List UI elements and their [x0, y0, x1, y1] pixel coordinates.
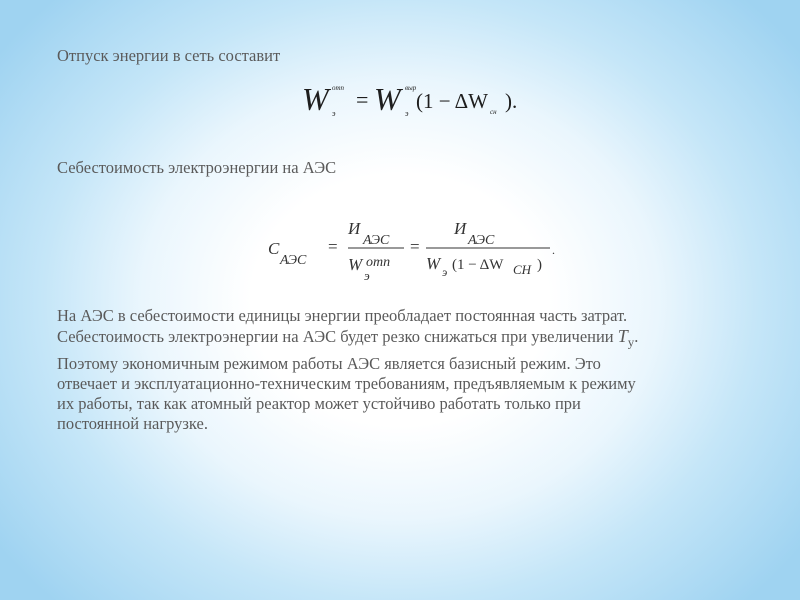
- f2-num2: И: [454, 219, 467, 238]
- f2-num2-sub: АЭС: [468, 233, 495, 248]
- paragraph-energy-output-text: Отпуск энергии в сеть составит: [57, 46, 281, 65]
- f2-den1-sup: отп: [366, 255, 391, 270]
- f2-den1: W: [348, 255, 363, 274]
- f1-lhs-symbol: W: [302, 81, 329, 117]
- f2-den2: W: [426, 254, 441, 273]
- f2-den2-sub: э: [442, 265, 448, 279]
- f2-den2-close: ): [537, 257, 542, 273]
- f1-rhs-sup: выр: [405, 84, 417, 92]
- f2-den2-paren-sub: CH: [513, 262, 532, 277]
- f2-eq1: =: [328, 237, 338, 256]
- f2-eq2: =: [410, 237, 420, 256]
- f1-rhs-sub: э: [405, 109, 409, 118]
- f1-rhs-symbol: W: [374, 81, 401, 117]
- paragraph-base-mode-line1: Поэтому экономичным режимом работы АЭС является базисный режим. Это: [57, 354, 601, 373]
- symbol-t: T: [617, 326, 628, 346]
- paragraph-base-mode-line2: отвечает и эксплуатационно-техническим требованиям, предъявляемым к режиму: [57, 374, 636, 393]
- paragraph-cost-heading: [57, 158, 336, 178]
- f2-num1-sub: АЭС: [363, 233, 390, 248]
- f1-lhs-sup: отп: [332, 84, 345, 92]
- f2-lhs-sub: АЭС: [280, 253, 307, 268]
- f2-end: .: [552, 243, 555, 257]
- formula-cost: [268, 214, 568, 290]
- f1-equals: =: [356, 87, 369, 112]
- f1-paren-sub: сн: [490, 108, 497, 116]
- paragraph-constant-costs-line1: На АЭС в себестоимости единицы энергии преобладает постоянная часть затрат.: [57, 306, 628, 325]
- f1-paren-close: ).: [505, 89, 518, 113]
- f2-den1-sub: э: [364, 268, 370, 283]
- f1-lhs-sub: э: [332, 109, 336, 118]
- f2-lhs: C: [268, 239, 280, 258]
- f2-num1: И: [348, 219, 361, 238]
- formula-cost-svg: [268, 214, 568, 290]
- formula-energy-output: [302, 80, 532, 126]
- paragraph-base-mode: [57, 354, 636, 434]
- paragraph-cost-heading-text: Себестоимость электроэнергии на АЭС: [57, 158, 337, 177]
- f2-den2-paren: (1 − ΔW: [452, 257, 504, 273]
- paragraph-constant-costs: [57, 306, 638, 352]
- paragraph-base-mode-line3: их работы, так как атомный реактор может устойчиво работать только при: [57, 394, 581, 413]
- formula-energy-output-svg: [302, 80, 532, 126]
- paragraph-constant-costs-line2-text: Себестоимость электроэнергии на АЭС будет резко снижаться при увеличении: [57, 327, 614, 346]
- paragraph-base-mode-line4: постоянной нагрузке.: [57, 414, 208, 433]
- paragraph-energy-output: [57, 46, 280, 66]
- f1-paren-open: (1 − ΔW: [416, 89, 489, 113]
- paragraph-constant-costs-line2: [57, 326, 638, 352]
- symbol-t-sub: у: [627, 334, 635, 350]
- symbol-t-end: .: [634, 327, 639, 346]
